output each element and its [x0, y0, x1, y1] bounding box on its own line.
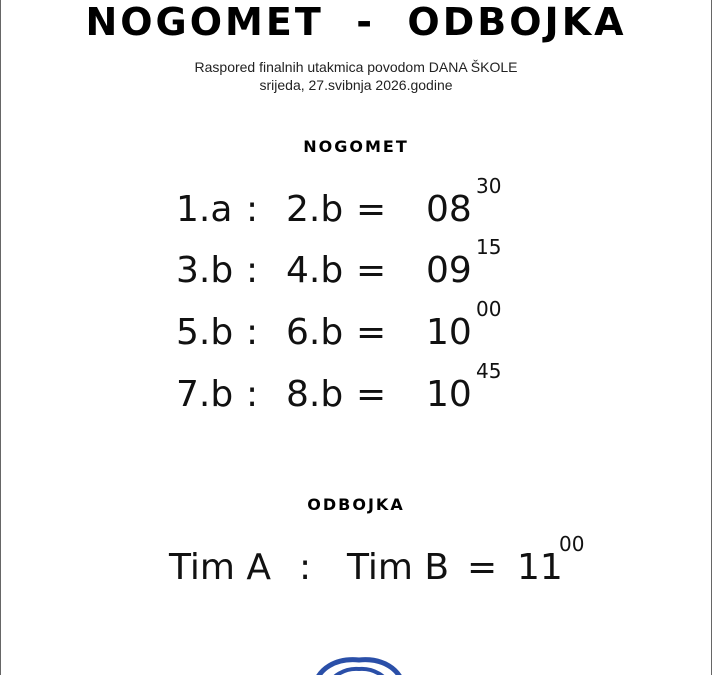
- match-separator: :: [246, 312, 259, 353]
- school-logo-icon: [309, 656, 407, 675]
- match-hour: 10: [426, 312, 472, 353]
- match-equals: =: [356, 374, 387, 415]
- match-separator: :: [246, 374, 259, 415]
- match-home-team: 1.a: [176, 189, 233, 230]
- logo-inner-arc: [325, 669, 393, 675]
- match-minute: 30: [476, 174, 502, 198]
- match-home-team: 3.b: [176, 250, 234, 291]
- match-minute: 15: [476, 235, 502, 259]
- match-separator: :: [246, 250, 259, 291]
- match-equals: =: [356, 312, 387, 353]
- match-minute: 00: [559, 532, 585, 556]
- match-hour: 08: [426, 189, 472, 230]
- match-away-team: Tim B: [347, 547, 450, 588]
- match-separator: :: [299, 547, 312, 588]
- page-title: NOGOMET - ODBOJKA: [85, 0, 627, 44]
- match-hour: 09: [426, 250, 472, 291]
- match-away-team: 2.b: [286, 189, 344, 230]
- match-equals: =: [356, 189, 387, 230]
- match-home-team: 7.b: [176, 374, 234, 415]
- volleyball-match: [169, 532, 629, 593]
- match-home-team: Tim A: [169, 547, 272, 588]
- match-away-team: 4.b: [286, 250, 344, 291]
- subtitle-line-date: srijeda, 27.svibnja 2026.godine: [259, 77, 453, 93]
- subtitle-line-event: Raspored finalnih utakmica povodom DANA ŠKOLE: [194, 59, 518, 75]
- match-away-team: 6.b: [286, 312, 344, 353]
- match-equals: =: [467, 547, 498, 588]
- football-section-label: NOGOMET: [303, 137, 409, 156]
- match-hour: 11: [517, 547, 563, 588]
- match-separator: :: [246, 189, 259, 230]
- page-subtitle: [1, 58, 711, 94]
- match-minute: 45: [476, 359, 502, 383]
- match-minute: 00: [476, 297, 502, 321]
- match-hour: 10: [426, 374, 472, 415]
- match-equals: =: [356, 250, 387, 291]
- volleyball-section-label: ODBOJKA: [307, 495, 405, 514]
- match-away-team: 8.b: [286, 374, 344, 415]
- match-home-team: 5.b: [176, 312, 234, 353]
